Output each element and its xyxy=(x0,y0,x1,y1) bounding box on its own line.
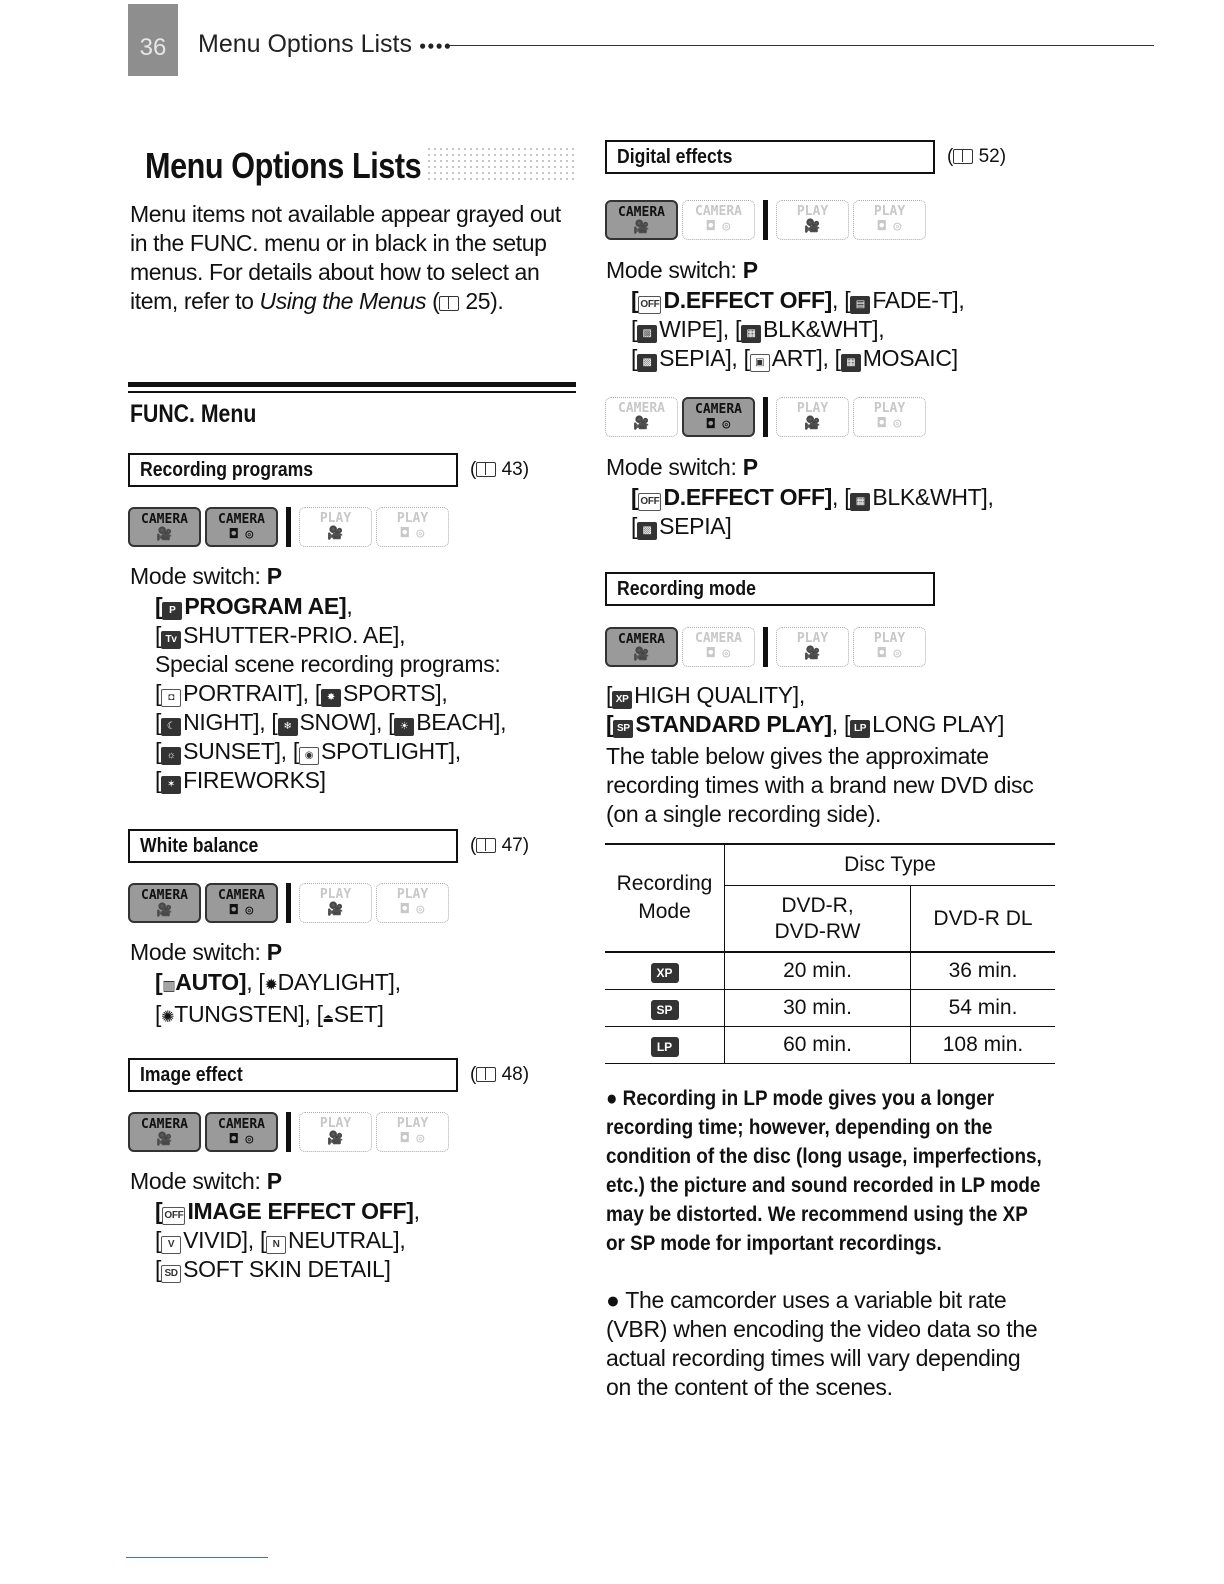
mode-switch-text: Mode switch: P xyxy=(130,939,282,965)
play-movie-mode-icon: PLAY 🎥 xyxy=(776,397,849,437)
digital-effects-ref-page: 52 xyxy=(978,146,1000,167)
lp-mode-warning: ● Recording in LP mode gives you a longer recording time; however, depending on the condition of the disc (long usage, imperfections, etc.) the picture and sound recorded in LP mode may be distorted. We recommend using the XP or SP mode for important recordings. xyxy=(606,1087,1042,1255)
recording-programs-box xyxy=(128,453,458,487)
recording-mode-description: The table below gives the approximate recording times with a brand new DVD disc (on a single recording side). xyxy=(606,743,1034,827)
auto-wb-icon: ▥ xyxy=(162,977,176,993)
night-icon: ☾ xyxy=(161,718,181,736)
image-effect-box xyxy=(128,1058,458,1092)
deffect-off-icon: OFF xyxy=(638,296,661,314)
running-head-title: Menu Options Lists xyxy=(198,30,412,58)
option-sports: SPORTS], xyxy=(342,680,448,706)
camera-still-mode-icon: CAMERA ◘ ◎ xyxy=(205,1112,278,1152)
mode-icons-image-effect xyxy=(128,1111,449,1153)
camera-movie-mode-icon: CAMERA 🎥 xyxy=(605,200,678,240)
option-fade: FADE-T], xyxy=(872,287,965,313)
option-sepia: SEPIA], xyxy=(659,345,738,371)
mode-switch-text: Mode switch: P xyxy=(606,454,758,480)
mode-icons-white-balance xyxy=(128,882,449,924)
intro-text: Menu items not available appear grayed out in the FUNC. menu or in black in the setup menus. For details about how to select an item, refer to xyxy=(130,201,561,314)
neutral-icon: N xyxy=(266,1236,286,1254)
option-bw: BLK&WHT], xyxy=(872,484,994,510)
book-icon xyxy=(953,149,973,164)
option-neutral: NEUTRAL], xyxy=(288,1227,406,1253)
option-deffect-off: D.EFFECT OFF] xyxy=(663,287,833,313)
option-deffect-off: D.EFFECT OFF] xyxy=(663,484,833,510)
special-scene-label: Special scene recording programs: xyxy=(155,651,501,677)
wipe-icon: ▨ xyxy=(637,325,657,343)
table-row xyxy=(605,952,1055,989)
fireworks-icon: ✶ xyxy=(161,776,181,794)
mosaic-icon: ▦ xyxy=(841,354,861,372)
option-high-quality: HIGH QUALITY], xyxy=(634,682,805,708)
vbr-note-text: The camcorder uses a variable bit rate (VBR) when encoding the video data so the actual recording times will vary depending on the content of the scenes. xyxy=(606,1287,1038,1400)
play-still-mode-icon: PLAY ◘ ◎ xyxy=(853,397,926,437)
lp-dl-time: 108 min. xyxy=(942,1032,1024,1056)
sp-dl-time: 54 min. xyxy=(948,995,1018,1019)
xp-icon: XP xyxy=(612,691,632,709)
spotlight-icon: ◉ xyxy=(299,747,319,765)
play-movie-mode-icon: PLAY 🎥 xyxy=(776,200,849,240)
page-number-tab xyxy=(128,4,178,76)
xp-dl-time: 36 min. xyxy=(948,958,1018,982)
sp-dvdr-time: 30 min. xyxy=(725,989,911,1026)
vivid-icon: V xyxy=(161,1236,181,1254)
mode-separator xyxy=(286,507,291,547)
play-still-mode-icon: PLAY ◘ ◎ xyxy=(376,1112,449,1152)
custom-set-icon: ⏏ xyxy=(322,1011,334,1025)
recording-mode-box xyxy=(605,572,935,606)
mode-separator xyxy=(763,397,768,437)
digital-effects-label: Digital effects xyxy=(617,146,733,168)
image-effect-label: Image effect xyxy=(140,1064,243,1086)
camera-still-mode-icon: CAMERA ◘ ◎ xyxy=(205,507,278,547)
program-ae-icon: P xyxy=(162,602,182,620)
play-still-mode-icon: PLAY ◘ ◎ xyxy=(376,883,449,923)
recording-programs-ref-page: 43 xyxy=(501,459,523,480)
camera-movie-mode-icon: CAMERA 🎥 xyxy=(128,883,201,923)
book-icon xyxy=(476,1067,496,1082)
option-portrait: PORTRAIT], xyxy=(183,680,309,706)
recording-programs-options: [ P PROGRAM AE], [ Tv SHUTTER-PRIO. AE], Special scene recording programs: [ ◘ PORTRAIT], [ ✸ SPORTS], [ ☾ NIGHT], [ ❄ SNOW], [ ☀ BEACH], [ ☼ SUNSET], [ ◉ SPOTLIGHT], [ ✶ FIREWORKS] xyxy=(155,592,575,795)
deffect-off-icon: OFF xyxy=(638,493,661,511)
option-soft-skin: SOFT SKIN DETAIL] xyxy=(183,1256,391,1282)
col-recording-mode: Recording Mode xyxy=(605,844,725,952)
art-icon: ▣ xyxy=(750,354,770,372)
recording-programs-label: Recording programs xyxy=(140,459,314,481)
bw-icon: ▦ xyxy=(850,493,870,511)
option-wipe: WIPE], xyxy=(659,316,729,342)
recording-programs-ref: ( 43) xyxy=(470,459,530,480)
camera-still-mode-icon: CAMERA ◘ ◎ xyxy=(682,200,755,240)
table-row xyxy=(605,989,1055,1026)
portrait-icon: ◘ xyxy=(161,689,181,707)
play-still-mode-icon: PLAY ◘ ◎ xyxy=(853,627,926,667)
sp-badge: SP xyxy=(651,1000,679,1020)
white-balance-ref-page: 47 xyxy=(501,835,523,856)
tungsten-icon: ✺ xyxy=(161,1009,175,1026)
intro-ref-open: ( xyxy=(426,288,440,314)
option-bw: BLK&WHT], xyxy=(763,316,885,342)
book-icon xyxy=(439,296,459,311)
mode-switch-text: Mode switch: P xyxy=(130,563,282,589)
bw-icon: ▦ xyxy=(741,325,761,343)
header-rule xyxy=(448,45,1154,46)
recording-time-table xyxy=(605,843,1055,1064)
option-spotlight: SPOTLIGHT], xyxy=(320,738,461,764)
option-fireworks: FIREWORKS] xyxy=(183,767,326,793)
soft-skin-icon: SD xyxy=(161,1265,181,1283)
intro-link[interactable]: Using the Menus xyxy=(259,288,427,314)
play-movie-mode-icon: PLAY 🎥 xyxy=(299,1112,372,1152)
option-night: NIGHT], xyxy=(183,709,266,735)
xp-badge: XP xyxy=(651,963,679,983)
camera-movie-mode-icon: CAMERA 🎥 xyxy=(605,627,678,667)
option-art: ART], xyxy=(771,345,829,371)
play-still-mode-icon: PLAY ◘ ◎ xyxy=(376,507,449,547)
title-decoration xyxy=(426,146,576,184)
camera-movie-mode-icon: CAMERA 🎥 xyxy=(128,507,201,547)
mode-icons-recording-mode xyxy=(605,626,926,668)
sepia-icon: ▩ xyxy=(637,354,657,372)
white-balance-options: [▥AUTO], [✹DAYLIGHT], [✺TUNGSTEN], [⏏SET] xyxy=(155,969,401,1027)
option-snow: SNOW], xyxy=(299,709,383,735)
section-rule-thick xyxy=(128,382,576,387)
camera-still-mode-icon: CAMERA ◘ ◎ xyxy=(682,397,755,437)
image-effect-ref-page: 48 xyxy=(501,1064,523,1085)
mode-switch-text: Mode switch: P xyxy=(606,257,758,283)
sunset-icon: ☼ xyxy=(161,747,181,765)
camera-still-mode-icon: CAMERA ◘ ◎ xyxy=(205,883,278,923)
sports-icon: ✸ xyxy=(321,689,341,707)
camera-still-mode-icon: CAMERA ◘ ◎ xyxy=(682,627,755,667)
recording-mode-options: [ XP HIGH QUALITY], [ SP STANDARD PLAY], [ LP LONG PLAY] xyxy=(606,682,1005,737)
intro-ref-page: 25 xyxy=(465,288,491,314)
daylight-icon: ✹ xyxy=(264,977,278,994)
col-dvd-r-dl: DVD-R DL xyxy=(933,906,1033,930)
option-auto: AUTO] xyxy=(175,969,247,995)
mode-icons-digital-effects-2 xyxy=(605,396,926,438)
section-rule-thin xyxy=(128,391,576,393)
intro-paragraph xyxy=(130,200,580,316)
running-head-dots: ●●●● xyxy=(418,38,452,53)
mode-icons-digital-effects-1 xyxy=(605,199,926,241)
option-vivid: VIVID], xyxy=(183,1227,254,1253)
running-head xyxy=(198,30,452,59)
vbr-note: ● The camcorder uses a variable bit rate (VBR) when encoding the video data so the actual recording times will vary depending on the content of the scenes. xyxy=(606,1287,1038,1400)
option-mosaic: MOSAIC] xyxy=(862,345,958,371)
lp-dvdr-time: 60 min. xyxy=(725,1026,911,1063)
intro-ref-close: ). xyxy=(490,288,504,314)
camera-movie-mode-icon: CAMERA 🎥 xyxy=(605,397,678,437)
mode-switch-text: Mode switch: P xyxy=(130,1168,282,1194)
play-movie-mode-icon: PLAY 🎥 xyxy=(776,627,849,667)
mode-separator xyxy=(763,200,768,240)
image-effect-ref: ( 48) xyxy=(470,1064,530,1085)
sp-icon: SP xyxy=(613,720,633,738)
white-balance-ref: ( 47) xyxy=(470,835,530,856)
option-long-play: LONG PLAY] xyxy=(872,711,1005,737)
option-beach: BEACH], xyxy=(416,709,507,735)
option-daylight: DAYLIGHT], xyxy=(277,969,401,995)
mode-separator xyxy=(763,627,768,667)
page-number: 36 xyxy=(139,34,167,61)
digital-effects-options-2: [ OFF D.EFFECT OFF], [ ▦ BLK&WHT], [ ▩ SEPIA] xyxy=(631,484,994,539)
footer-line xyxy=(126,1557,268,1558)
mode-separator xyxy=(286,883,291,923)
option-effect-off: IMAGE EFFECT OFF] xyxy=(187,1198,414,1224)
lp-mode-warning-text: Recording in LP mode gives you a longer recording time; however, depending on the condition of the disc (long usage, imperfections, etc.) the picture and sound recorded in LP mode may be distorted. We recommend using the XP or SP mode for important recordings. xyxy=(606,1087,1042,1255)
play-movie-mode-icon: PLAY 🎥 xyxy=(299,883,372,923)
lp-badge: LP xyxy=(651,1037,679,1057)
option-shutter-prio: SHUTTER-PRIO. AE], xyxy=(183,622,406,648)
lp-icon: LP xyxy=(850,720,870,738)
option-standard-play: STANDARD PLAY] xyxy=(635,711,832,737)
digital-effects-options-1: [ OFF D.EFFECT OFF], [ ▤ FADE-T], [ ▨ WIPE], [ ▦ BLK&WHT], [ ▩ SEPIA], [ ▣ ART], [ ▦ MOSAIC] xyxy=(631,287,965,371)
shutter-icon: Tv xyxy=(161,631,181,649)
option-sepia: SEPIA] xyxy=(659,513,732,539)
white-balance-box xyxy=(128,829,458,863)
table-row xyxy=(605,1026,1055,1063)
xp-dvdr-time: 20 min. xyxy=(725,952,911,989)
digital-effects-ref: ( 52) xyxy=(947,146,1007,167)
snow-icon: ❄ xyxy=(278,718,298,736)
fade-icon: ▤ xyxy=(850,296,870,314)
beach-icon: ☀ xyxy=(394,718,414,736)
camera-movie-mode-icon: CAMERA 🎥 xyxy=(128,1112,201,1152)
col-disc-type: Disc Type xyxy=(725,844,1056,886)
digital-effects-box xyxy=(605,140,935,174)
option-tungsten: TUNGSTEN], xyxy=(174,1001,311,1027)
image-effect-options: [ OFF IMAGE EFFECT OFF], [ V VIVID], [ N NEUTRAL], [ SD SOFT SKIN DETAIL] xyxy=(155,1198,420,1282)
option-set: SET] xyxy=(333,1001,384,1027)
sepia-icon: ▩ xyxy=(637,522,657,540)
white-balance-label: White balance xyxy=(140,835,259,857)
mode-separator xyxy=(286,1112,291,1152)
option-sunset: SUNSET], xyxy=(183,738,287,764)
effect-off-icon: OFF xyxy=(162,1207,185,1225)
book-icon xyxy=(476,462,496,477)
option-program-ae: PROGRAM AE] xyxy=(184,593,347,619)
mode-icons-recording-programs xyxy=(128,506,449,548)
col-dvd-r: DVD-R, DVD-RW xyxy=(725,886,911,953)
book-icon xyxy=(476,838,496,853)
page-title: Menu Options Lists xyxy=(145,145,422,186)
func-menu-heading: FUNC. Menu xyxy=(130,400,257,428)
play-movie-mode-icon: PLAY 🎥 xyxy=(299,507,372,547)
recording-mode-label: Recording mode xyxy=(617,578,756,600)
play-still-mode-icon: PLAY ◘ ◎ xyxy=(853,200,926,240)
